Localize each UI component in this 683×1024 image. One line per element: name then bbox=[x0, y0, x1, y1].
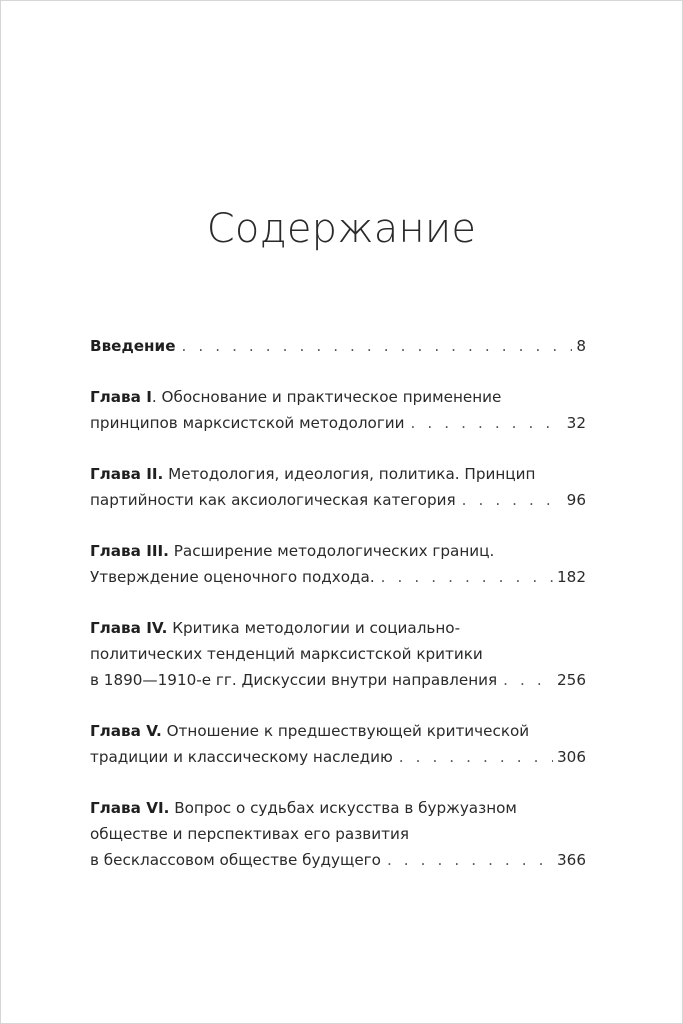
toc-entry-chapter-4[interactable] bbox=[90, 615, 586, 693]
toc-entry-text: Критика методологии и социально- bbox=[167, 619, 461, 637]
toc-entry-text: в 1890—1910-е гг. Дискуссии внутри направления bbox=[90, 671, 498, 689]
toc-entry-chapter-5[interactable] bbox=[90, 718, 586, 770]
toc-page-number: 306 bbox=[557, 748, 586, 766]
toc-entry-text: Утверждение оценочного подхода. bbox=[90, 568, 375, 586]
toc-entry-text: принципов марксистской методологии bbox=[90, 414, 405, 432]
toc-entry-text: партийности как аксиологическая категория bbox=[90, 491, 456, 509]
toc-entry-text: традиции и классическому наследию bbox=[90, 748, 393, 766]
toc-entry-last-line bbox=[90, 744, 586, 770]
toc-entry-first-line bbox=[90, 538, 586, 564]
toc-entry-last-line bbox=[90, 333, 586, 359]
toc-entry-label: Глава VI. bbox=[90, 799, 170, 817]
toc-entry-label: Глава III. bbox=[90, 542, 169, 560]
toc-entry-first-line bbox=[90, 615, 586, 641]
toc-entry-text: в бесклассовом обществе будущего bbox=[90, 851, 381, 869]
table-of-contents bbox=[90, 333, 586, 898]
toc-entry-chapter-6[interactable] bbox=[90, 795, 586, 873]
toc-entry-label: Глава IV. bbox=[90, 619, 168, 637]
toc-entry-text: Расширение методологических границ. bbox=[168, 542, 495, 560]
toc-entry-label: Введение bbox=[90, 337, 176, 355]
leader-dots bbox=[503, 667, 553, 693]
toc-page-number: 8 bbox=[576, 337, 586, 355]
toc-entry-chapter-2[interactable] bbox=[90, 461, 586, 513]
toc-entry-chapter-1[interactable] bbox=[90, 384, 586, 436]
toc-page-number: 366 bbox=[557, 851, 586, 869]
leader-dots bbox=[411, 410, 563, 436]
toc-page-number: 32 bbox=[566, 414, 586, 432]
toc-entry-label: Глава V. bbox=[90, 722, 162, 740]
toc-entry-middle-line bbox=[90, 821, 586, 847]
leader-dots bbox=[182, 333, 573, 359]
toc-entry-label: Глава I bbox=[90, 388, 152, 406]
toc-entry-text: . Обоснование и практическое применение bbox=[151, 388, 502, 406]
leader-dots bbox=[462, 487, 563, 513]
toc-entry-first-line bbox=[90, 461, 586, 487]
toc-entry-last-line bbox=[90, 847, 586, 873]
toc-entry-middle-line bbox=[90, 641, 586, 667]
toc-entry-introduction[interactable] bbox=[90, 333, 586, 359]
toc-entry-first-line bbox=[90, 384, 586, 410]
toc-entry-last-line bbox=[90, 410, 586, 436]
toc-entry-last-line bbox=[90, 667, 586, 693]
leader-dots bbox=[381, 564, 553, 590]
toc-entry-chapter-3[interactable] bbox=[90, 538, 586, 590]
toc-entry-label: Глава II. bbox=[90, 465, 164, 483]
toc-entry-last-line bbox=[90, 487, 586, 513]
toc-entry-first-line bbox=[90, 795, 586, 821]
page-title: Содержание bbox=[206, 206, 477, 252]
toc-page-number: 96 bbox=[566, 491, 586, 509]
toc-entry-first-line bbox=[90, 718, 586, 744]
toc-page-number: 256 bbox=[557, 671, 586, 689]
leader-dots bbox=[399, 744, 553, 770]
toc-page-number: 182 bbox=[557, 568, 586, 586]
toc-entry-text: Отношение к предшествующей критической bbox=[161, 722, 530, 740]
toc-entry-last-line bbox=[90, 564, 586, 590]
toc-entry-text: политических тенденций марксистской критики bbox=[90, 645, 483, 663]
toc-entry-text: обществе и перспективах его развития bbox=[90, 825, 409, 843]
leader-dots bbox=[387, 847, 553, 873]
toc-entry-text: Методология, идеология, политика. Принцип bbox=[163, 465, 536, 483]
toc-entry-text: Вопрос о судьбах искусства в буржуазном bbox=[169, 799, 517, 817]
